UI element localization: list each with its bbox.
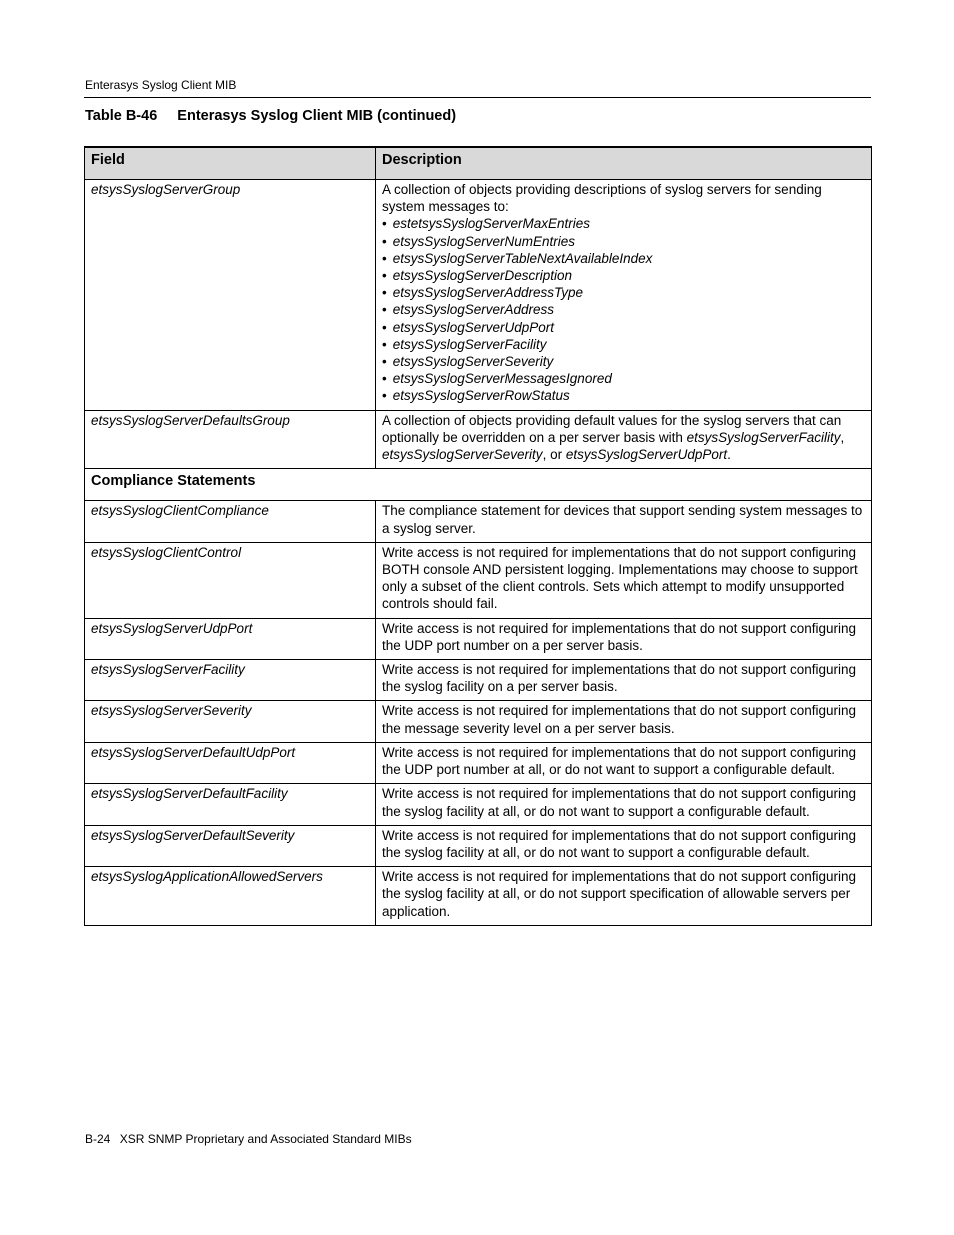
description-intro: A collection of objects providing descriptions of syslog servers for sending system messages to:: [382, 182, 822, 215]
table-row: [85, 825, 872, 866]
table-row: [85, 701, 872, 742]
description-cell: [376, 180, 872, 411]
field-cell: etsysSyslogServerDefaultFacility: [85, 784, 376, 825]
field-cell: etsysSyslogServerDefaultsGroup: [85, 410, 376, 469]
table-row: [85, 410, 872, 469]
bullet-item: • etsysSyslogServerUdpPort: [382, 319, 555, 335]
footer-title: XSR SNMP Proprietary and Associated Standard MIBs: [119, 1132, 412, 1146]
description-cell: Write access is not required for implementations that do not support configuring the UDP port number at all, or do not want to support a configurable default.: [376, 742, 872, 783]
description-cell: Write access is not required for implementations that do not support configuring the syslog facility at all, or do not want to support a configurable default.: [376, 825, 872, 866]
table-row: [85, 180, 872, 411]
description-cell: Write access is not required for implementations that do not support configuring the syslog facility on a per server basis.: [376, 660, 872, 701]
table-header-row: [85, 147, 872, 180]
field-cell: etsysSyslogClientCompliance: [85, 501, 376, 542]
bullet-item: • etsysSyslogServerTableNextAvailableIndex: [382, 250, 653, 266]
description-cell: Write access is not required for implementations that do not support configuring the syslog facility at all, or do not support specification of allowable servers per application.: [376, 867, 872, 926]
table-caption: [85, 108, 456, 124]
table-row: [85, 542, 872, 618]
field-cell: etsysSyslogServerFacility: [85, 660, 376, 701]
bullet-item: • etsysSyslogServerFacility: [382, 336, 547, 352]
field-cell: etsysSyslogServerUdpPort: [85, 618, 376, 659]
description-cell: Write access is not required for implementations that do not support configuring the syslog facility at all, or do not want to support a configurable default.: [376, 784, 872, 825]
table-row: [85, 618, 872, 659]
field-cell: etsysSyslogServerSeverity: [85, 701, 376, 742]
bullet-item: • etsysSyslogServerMessagesIgnored: [382, 371, 612, 387]
field-cell: etsysSyslogServerGroup: [85, 180, 376, 411]
page-footer: [85, 1132, 412, 1146]
header-rule: [84, 97, 871, 98]
description-cell: The compliance statement for devices that support sending system messages to a syslog server.: [376, 501, 872, 542]
field-cell: etsysSyslogServerDefaultUdpPort: [85, 742, 376, 783]
field-column-header: Field: [85, 147, 376, 180]
bullet-item: • estetsysSyslogServerMaxEntries: [382, 216, 591, 232]
description-cell: Write access is not required for implementations that do not support configuring BOTH console AND persistent logging. Implementations may choose to support only a subset of the client controls. Sets which attempt to modify unsupported controls should fail.: [376, 542, 872, 618]
bullet-item: • etsysSyslogServerDescription: [382, 268, 573, 284]
field-cell: etsysSyslogApplicationAllowedServers: [85, 867, 376, 926]
table-row: [85, 867, 872, 926]
table-row: [85, 784, 872, 825]
table-row: [85, 501, 872, 542]
bullet-item: • etsysSyslogServerSeverity: [382, 354, 554, 370]
table-row: [85, 660, 872, 701]
description-column-header: Description: [376, 147, 872, 180]
bullet-item: • etsysSyslogServerRowStatus: [382, 388, 570, 404]
bullet-item: • etsysSyslogServerAddressType: [382, 285, 584, 301]
description-cell: Write access is not required for implementations that do not support configuring the UDP port number on a per server basis.: [376, 618, 872, 659]
section-heading: Compliance Statements: [85, 469, 872, 501]
field-cell: etsysSyslogClientControl: [85, 542, 376, 618]
table-number: Table B-46: [85, 108, 158, 124]
running-header: Enterasys Syslog Client MIB: [85, 78, 237, 92]
description-cell: A collection of objects providing default values for the syslog servers that can optionally be overridden on a per server basis with etsysSyslogServerFacility, etsysSyslogServerSeverity, or etsysSyslogServerUdpPort.: [376, 410, 872, 469]
table-title: Enterasys Syslog Client MIB (continued): [177, 108, 457, 124]
bullet-item: • etsysSyslogServerAddress: [382, 302, 555, 318]
description-cell: Write access is not required for implementations that do not support configuring the message severity level on a per server basis.: [376, 701, 872, 742]
page-number: B-24: [85, 1132, 111, 1146]
bullet-item: • etsysSyslogServerNumEntries: [382, 233, 576, 249]
section-row: [85, 469, 872, 501]
field-cell: etsysSyslogServerDefaultSeverity: [85, 825, 376, 866]
mib-table: [84, 146, 872, 926]
table-row: [85, 742, 872, 783]
